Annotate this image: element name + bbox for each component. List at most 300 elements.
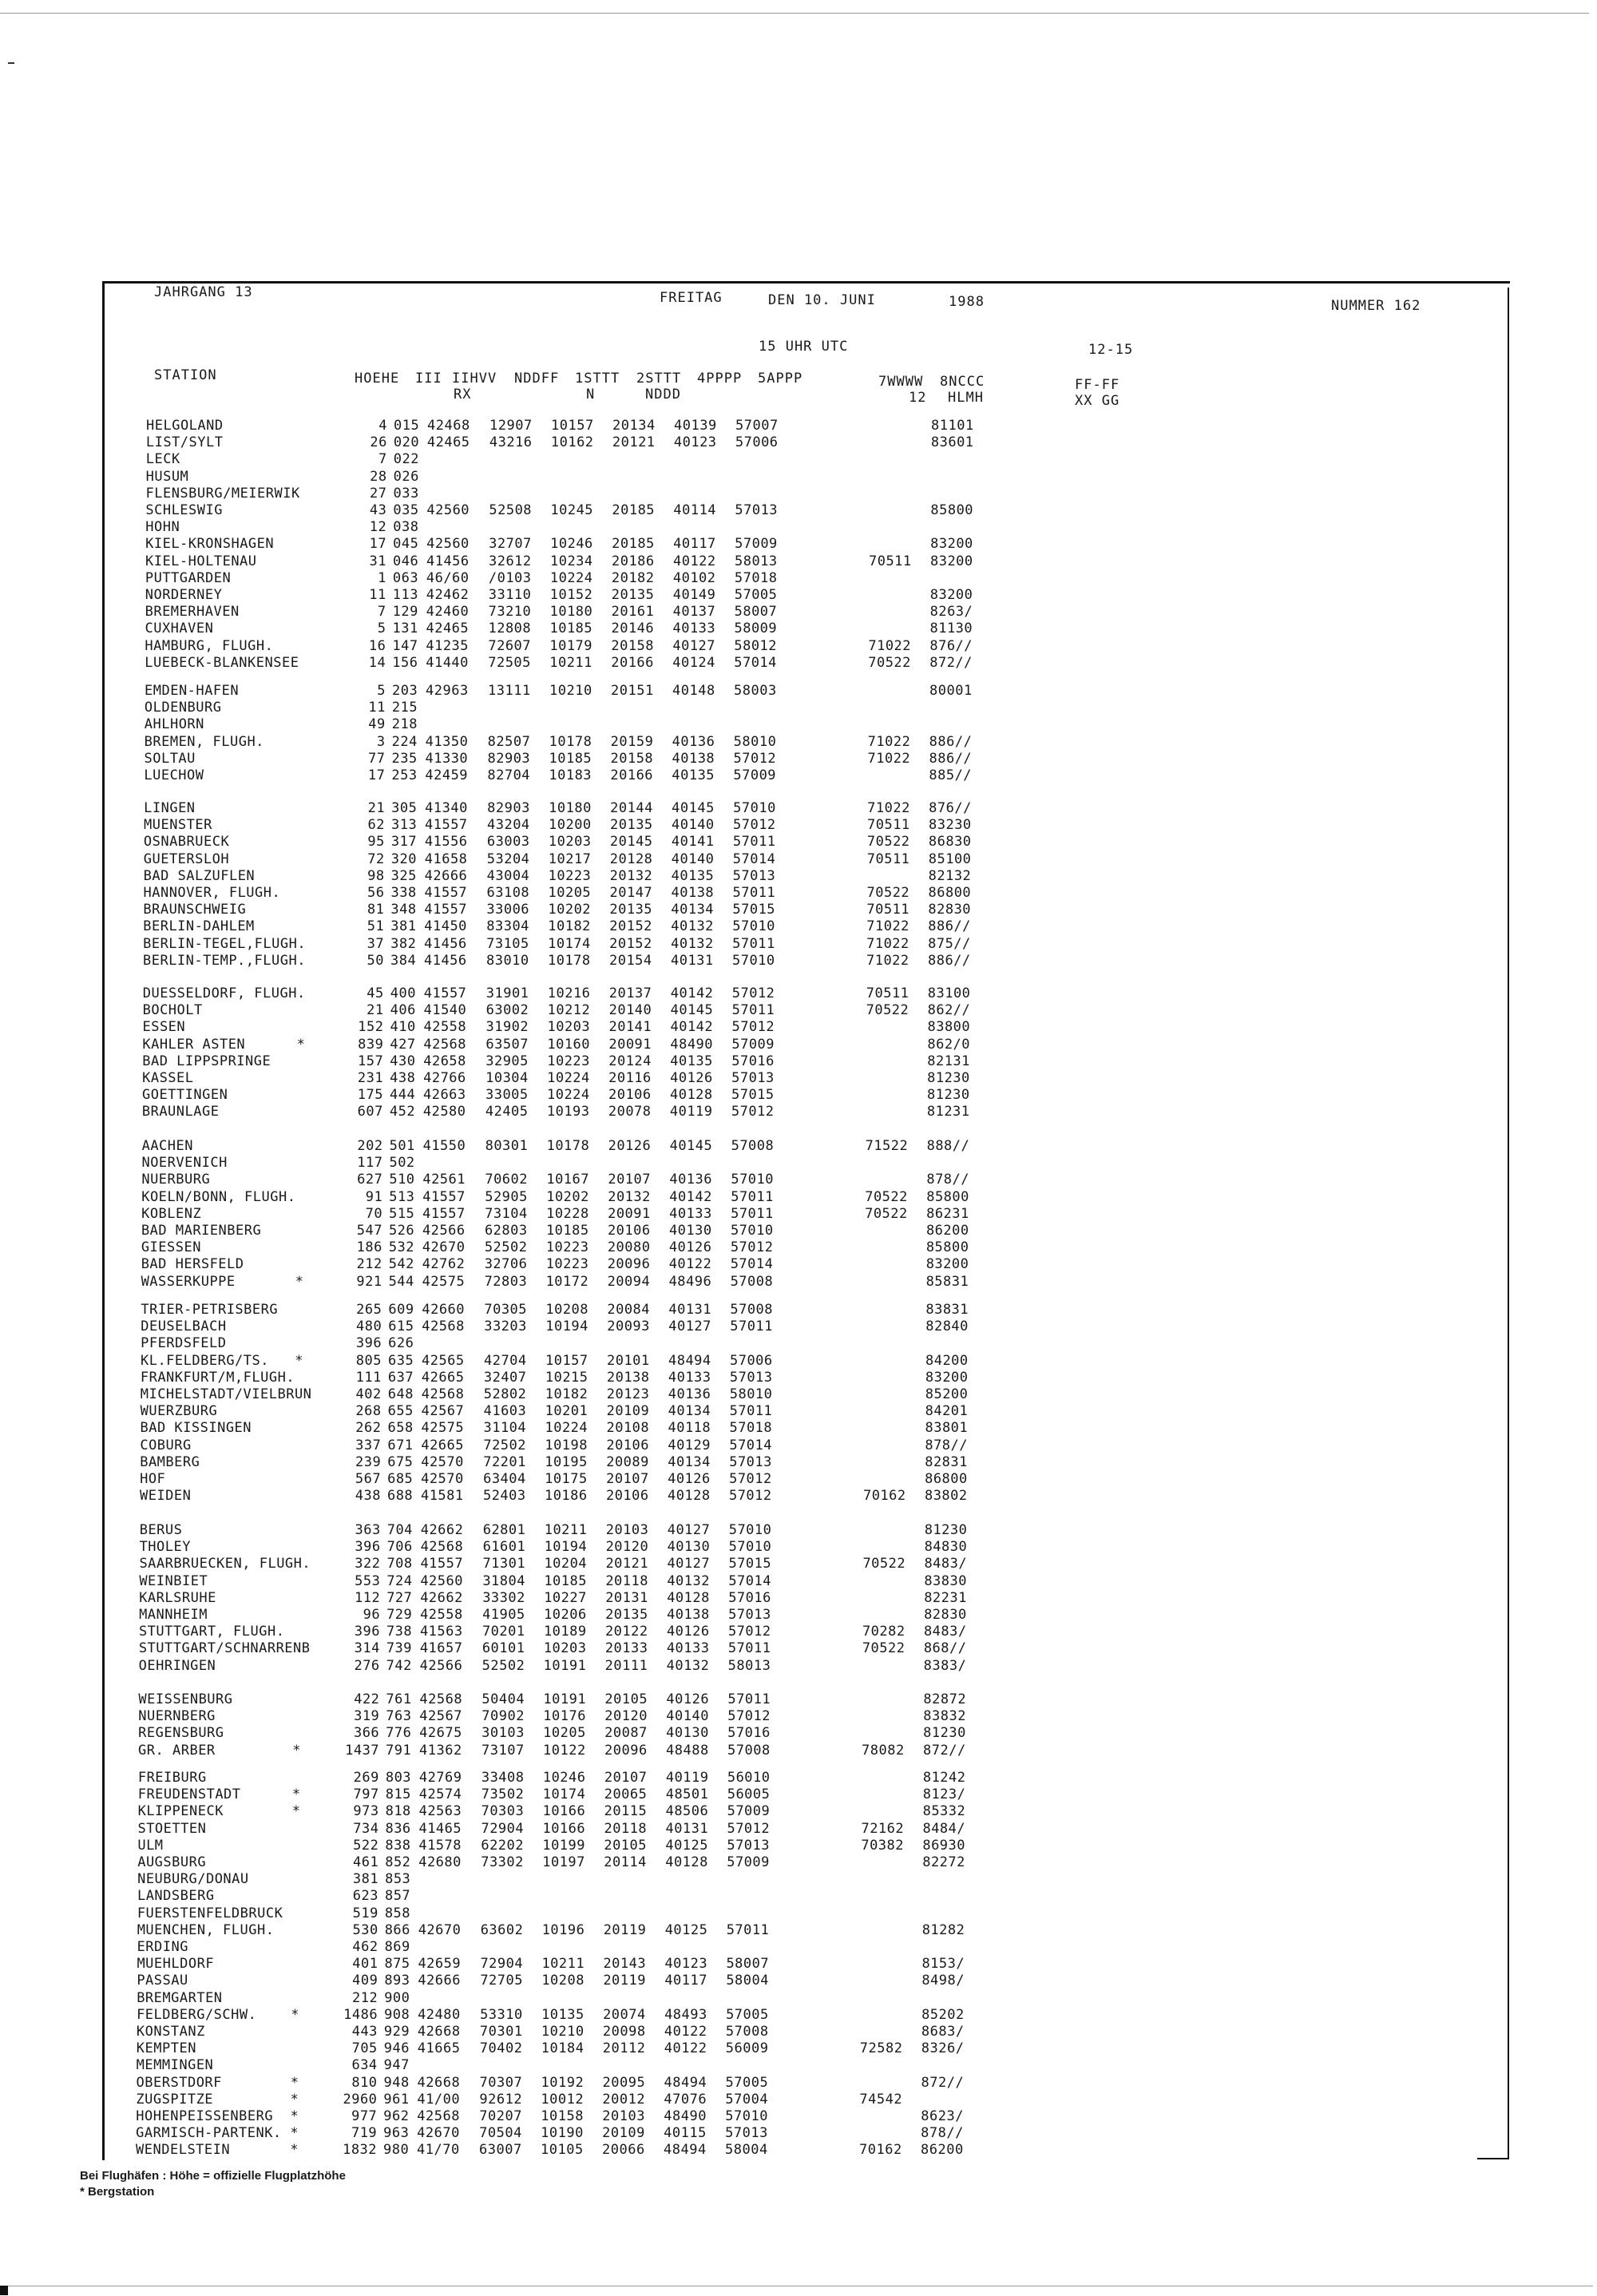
table-row (146, 418, 1064, 434)
cell-5: 10196 (541, 1921, 585, 1938)
cell-4: 33302 (482, 1589, 525, 1606)
cell-1: 28 (370, 468, 387, 485)
cell-9: 70511 (866, 817, 910, 834)
cell-6: 20096 (607, 1256, 651, 1273)
cell-5: 10105 (541, 2142, 584, 2159)
cell-4: 61601 (482, 1539, 526, 1556)
cell-6: 20012 (602, 2091, 646, 2108)
table-row (137, 1956, 1055, 1972)
table-row (145, 502, 1064, 518)
station-name: EMDEN-HAFEN (145, 683, 240, 699)
station-name: BERLIN-TEMP.,FLUGH. (142, 952, 306, 969)
station-name: FELDBERG/SCHW. * (137, 2006, 300, 2023)
cell-8: 57010 (730, 1223, 774, 1239)
cell-10: 83200 (929, 587, 973, 603)
cell-10: 83832 (923, 1708, 966, 1725)
cell-3: 42566 (419, 1657, 463, 1674)
cell-4: 33203 (484, 1319, 527, 1335)
station-name: DEUSELBACH (141, 1319, 227, 1335)
cell-8: 57012 (732, 817, 776, 834)
cell-4: 72904 (481, 1820, 525, 1837)
cell-5: 10202 (548, 902, 592, 918)
station-name: BERUS (139, 1522, 183, 1538)
cell-1: 262 (355, 1420, 382, 1437)
station-name: FLENSBURG/MEIERWIK (145, 485, 300, 502)
cell-5: 10172 (545, 1273, 589, 1290)
cell-6: 20123 (606, 1386, 650, 1402)
year: 1988 (949, 294, 985, 310)
table-row (138, 1691, 1056, 1707)
cell-6: 20138 (606, 1369, 650, 1386)
cell-1: 607 (357, 1104, 383, 1120)
cell-1: 186 (356, 1239, 382, 1256)
cell-3: 42570 (421, 1471, 464, 1487)
cell-3: 41440 (426, 654, 469, 671)
cell-8: 57009 (735, 536, 778, 553)
cell-6: 20122 (604, 1624, 648, 1640)
cell-1: 553 (355, 1572, 381, 1589)
cell-8: 58007 (726, 1956, 770, 1973)
cell-2: 947 (383, 2057, 410, 2074)
station-name: MICHELSTADT/VIELBRUN (140, 1386, 312, 1402)
cell-2: 708 (386, 1556, 413, 1572)
cell-3: 42465 (426, 434, 470, 451)
station-name: KARLSRUHE (139, 1589, 216, 1606)
cell-6: 20145 (609, 834, 653, 851)
table-row (138, 1803, 1056, 1819)
cell-7: 40134 (668, 1453, 711, 1470)
station-name: LUECHOW (144, 767, 204, 783)
cell-5: 10200 (548, 817, 592, 834)
table-row (145, 655, 1063, 671)
cell-2: 015 (394, 418, 420, 434)
cell-3: 41563 (419, 1624, 463, 1640)
station-name: BREMGARTEN (137, 1989, 223, 2006)
cell-1: 443 (351, 2024, 378, 2040)
cell-3: 42668 (417, 2024, 461, 2040)
cell-6: 20146 (611, 621, 655, 637)
table-row (143, 885, 1061, 901)
cell-7: 40127 (667, 1522, 711, 1538)
cell-4: 52802 (483, 1386, 527, 1402)
cell-1: 381 (352, 1871, 379, 1888)
cell-4: 72803 (484, 1273, 528, 1290)
cell-10: 81282 (921, 1921, 965, 1938)
table-row (139, 1624, 1057, 1640)
cell-4: 12907 (489, 418, 533, 434)
station-name: STUTTGART/SCHNARRENB (138, 1640, 311, 1657)
cell-4: 43004 (486, 867, 530, 884)
table-row (137, 1821, 1056, 1837)
cell-5: 10174 (548, 935, 591, 952)
station-name: HELGOLAND (146, 418, 224, 434)
cell-4: 52508 (489, 502, 533, 518)
cell-5: 10178 (546, 1138, 590, 1154)
cell-3: 42568 (417, 2108, 460, 2124)
cell-8: 57006 (735, 434, 779, 451)
cell-1: 322 (355, 1556, 381, 1572)
table-row (139, 1607, 1057, 1623)
station-name: REGENSBURG (138, 1725, 224, 1742)
cell-10: 82830 (928, 902, 972, 918)
cell-5: 10185 (545, 1223, 589, 1239)
cell-1: 276 (354, 1657, 380, 1674)
cell-7: 40132 (666, 1657, 710, 1674)
table-row (137, 1888, 1056, 1904)
cell-3: 41556 (424, 834, 468, 851)
issue-number: NUMMER 162 (1331, 298, 1421, 314)
cell-4: 92612 (479, 2091, 523, 2108)
cell-1: 268 (355, 1403, 382, 1420)
cell-6: 20094 (607, 1273, 651, 1290)
cell-3: 42575 (421, 1420, 465, 1437)
cell-5: 10191 (543, 1657, 587, 1674)
station-name: LIST/SYLT (145, 434, 224, 451)
cell-10: 82131 (927, 1053, 970, 1069)
cell-7: 40117 (664, 1973, 707, 1989)
cell-3: 46/60 (426, 569, 470, 586)
cell-8: 56005 (727, 1786, 771, 1803)
cell-2: 410 (390, 1019, 416, 1036)
cell-8: 57010 (725, 2108, 768, 2124)
cell-7: 40141 (671, 834, 715, 851)
cell-6: 20093 (607, 1319, 650, 1335)
table-row (137, 1939, 1056, 1955)
cell-5: 10208 (545, 1302, 589, 1318)
cell-5: 10178 (549, 733, 592, 750)
cell-4: 31901 (485, 985, 529, 1001)
cell-5: 10180 (549, 800, 592, 816)
station-name: LINGEN (144, 800, 196, 816)
cell-1: 5 (377, 621, 386, 637)
station-name: KONSTANZ (136, 2024, 205, 2040)
cell-5: 10223 (548, 867, 592, 884)
table-row (141, 1155, 1060, 1171)
cell-3: 41557 (422, 1205, 466, 1222)
cell-5: 10185 (549, 750, 592, 767)
cell-2: 739 (386, 1640, 413, 1657)
cell-1: 98 (367, 867, 385, 884)
cell-1: 402 (355, 1386, 382, 1402)
cell-7: 40122 (664, 2040, 707, 2057)
cell-6: 20107 (606, 1471, 649, 1487)
col-12: 12 (909, 390, 927, 406)
cell-4: 52502 (481, 1657, 525, 1674)
cell-10: 81230 (923, 1725, 966, 1742)
cell-10: 81231 (926, 1104, 970, 1120)
table-row (140, 1454, 1058, 1470)
station-name: LUEBECK-BLANKENSEE (145, 654, 299, 671)
cell-4: 72505 (488, 654, 531, 671)
cell-5: 10185 (549, 621, 593, 637)
cell-10: 84201 (925, 1403, 969, 1420)
footnote-mountain-station: * Bergstation (80, 2185, 155, 2199)
cell-8: 57009 (727, 1854, 770, 1870)
cell-3: 42668 (417, 2074, 461, 2091)
cell-7: 40136 (672, 733, 715, 750)
cell-3: 41658 (424, 851, 468, 867)
cell-7: 40136 (668, 1386, 711, 1402)
col-5appp: 5APPP (758, 371, 803, 387)
cell-2: 325 (390, 867, 417, 884)
cell-6: 20116 (608, 1070, 652, 1086)
cell-6: 20159 (610, 733, 654, 750)
cell-9: 71022 (866, 935, 909, 952)
station-name: AACHEN (141, 1138, 193, 1154)
cell-4: 41905 (482, 1607, 525, 1623)
cell-8: 57014 (734, 654, 777, 671)
table-row (137, 2007, 1055, 2023)
cell-5: 10208 (541, 1973, 585, 1989)
cell-2: 671 (387, 1437, 414, 1453)
cell-8: 57009 (727, 1803, 771, 1820)
cell-5: 10228 (546, 1205, 589, 1222)
cell-2: 513 (389, 1188, 415, 1205)
table-row (141, 1335, 1059, 1351)
cell-3: 42558 (423, 1019, 467, 1036)
cell-6: 20151 (611, 683, 654, 699)
cell-4: 33408 (481, 1770, 525, 1786)
cell-5: 10183 (549, 767, 592, 783)
cell-7: 40130 (667, 1539, 711, 1556)
cell-5: 10157 (551, 418, 594, 434)
cell-7: 48501 (665, 1786, 709, 1803)
cell-4: 33006 (486, 902, 530, 918)
cell-4: 71301 (482, 1556, 526, 1572)
cell-5: 10211 (544, 1522, 588, 1538)
cell-4: 70301 (479, 2024, 523, 2040)
cell-10: 81230 (927, 1070, 970, 1086)
cell-2: 908 (384, 2006, 410, 2023)
table-row (139, 1590, 1057, 1606)
table-row (142, 1019, 1060, 1035)
cell-10: 82831 (925, 1453, 968, 1470)
cell-4: 72904 (480, 1956, 524, 1973)
cell-10: 85202 (921, 2006, 965, 2023)
cell-8: 57016 (727, 1725, 771, 1742)
cell-4: 63602 (480, 1921, 524, 1938)
cell-2: 658 (387, 1420, 414, 1437)
cell-10: 82231 (924, 1589, 967, 1606)
cell-3: 42560 (420, 1572, 463, 1589)
cell-3: 41235 (426, 637, 470, 654)
cell-2: 635 (387, 1352, 414, 1369)
cell-9: 70522 (866, 885, 910, 901)
table-row (141, 1319, 1059, 1334)
cell-5: 10193 (546, 1104, 590, 1120)
weekday: FREITAG (660, 290, 723, 306)
cell-3: 42680 (418, 1854, 462, 1870)
cell-10: 86800 (928, 885, 972, 901)
cell-5: 10224 (549, 569, 593, 586)
table-row (145, 553, 1064, 569)
cell-4: 73104 (485, 1205, 528, 1222)
cell-8: 57014 (729, 1437, 773, 1453)
cell-1: 31 (369, 553, 386, 569)
cell-3: 41456 (423, 952, 467, 969)
cell-9: 70522 (866, 834, 910, 851)
cell-4: 63003 (486, 834, 530, 851)
table-row (145, 486, 1064, 502)
cell-9: 78082 (862, 1742, 905, 1759)
cell-2: 675 (387, 1453, 414, 1470)
cell-6: 20131 (605, 1589, 648, 1606)
cell-6: 20091 (608, 1205, 651, 1222)
cell-5: 10224 (545, 1420, 588, 1437)
cell-10: 8153/ (921, 1956, 965, 1973)
station-name: WUERZBURG (140, 1403, 218, 1420)
cell-10: 886// (929, 750, 973, 767)
cell-3: 42670 (422, 1239, 466, 1256)
cell-1: 530 (352, 1921, 378, 1938)
cell-6: 20120 (605, 1539, 649, 1556)
cell-10: 83802 (924, 1488, 968, 1505)
table-row (144, 751, 1062, 767)
cell-8: 57012 (728, 1488, 772, 1505)
cell-2: 946 (383, 2040, 410, 2057)
cell-10: 878// (921, 2125, 964, 2142)
cell-6: 20106 (607, 1223, 651, 1239)
cell-6: 20128 (609, 851, 653, 867)
cell-6: 20118 (604, 1820, 648, 1837)
cell-6: 20119 (603, 1921, 647, 1938)
station-name: OEHRINGEN (138, 1657, 216, 1674)
cell-1: 462 (352, 1939, 378, 1955)
cell-7: 40131 (670, 952, 714, 969)
cell-10: 888// (926, 1138, 970, 1154)
table-row (139, 1556, 1057, 1572)
cell-5: 10178 (547, 952, 591, 969)
cell-8: 58010 (733, 733, 777, 750)
cell-4: 73210 (488, 604, 532, 621)
station-name: HANNOVER, FLUGH. (143, 885, 281, 901)
station-name: KEMPTEN (136, 2040, 196, 2057)
cell-2: 501 (389, 1138, 415, 1154)
cell-3: 41557 (424, 817, 468, 834)
cell-3: 42468 (427, 418, 470, 434)
cell-2: 838 (385, 1837, 411, 1854)
cell-2: 609 (388, 1302, 414, 1318)
table-row (142, 1070, 1060, 1086)
cell-2: 444 (389, 1087, 416, 1104)
cell-5: 10122 (543, 1742, 586, 1759)
cell-1: 14 (368, 654, 386, 671)
table-row (137, 1905, 1056, 1921)
cell-7: 40119 (665, 1770, 709, 1786)
cell-6: 20119 (603, 1973, 646, 1989)
station-name: GUETERSLOH (143, 851, 230, 867)
cell-1: 17 (367, 767, 386, 783)
cell-6: 20152 (609, 918, 652, 935)
cell-10: 83601 (930, 434, 974, 451)
cell-6: 20135 (609, 902, 653, 918)
cell-2: 384 (390, 952, 417, 969)
cell-4: 53204 (486, 851, 530, 867)
station-name: GOETTINGEN (141, 1087, 228, 1104)
cell-7: 40133 (669, 1205, 712, 1222)
table-row (143, 918, 1061, 934)
cell-1: 26 (370, 434, 387, 451)
cell-7: 48493 (664, 2006, 707, 2023)
table-row (136, 2092, 1054, 2108)
cell-1: 2960 (343, 2091, 378, 2108)
table-row (142, 1104, 1060, 1120)
cell-10: 85800 (925, 1239, 969, 1256)
cell-5: 10201 (545, 1403, 588, 1420)
cell-9: 70162 (859, 2142, 902, 2159)
cell-3: 42663 (422, 1087, 466, 1104)
cell-7: 40140 (671, 851, 715, 867)
cell-8: 57013 (728, 1607, 771, 1623)
cell-7: 40142 (669, 1188, 712, 1205)
cell-9: 71022 (867, 800, 910, 816)
cell-2: 113 (392, 587, 418, 603)
cell-3: 42568 (419, 1691, 463, 1707)
cell-3: 42662 (420, 1589, 463, 1606)
cell-2: 875 (384, 1956, 410, 1973)
cell-5: 10224 (546, 1087, 590, 1104)
cell-8: 57013 (727, 1837, 771, 1854)
cell-6: 20140 (608, 1002, 652, 1019)
cell-10: 83230 (928, 817, 972, 834)
cell-3: 41465 (418, 1820, 462, 1837)
cell-5: 10190 (541, 2125, 584, 2142)
cell-7: 40125 (664, 1921, 708, 1938)
cell-10: 862// (927, 1002, 971, 1019)
cell-2: 430 (390, 1053, 416, 1069)
cell-6: 20066 (602, 2142, 645, 2159)
cell-3: 41456 (424, 935, 467, 952)
cell-7: 48496 (668, 1273, 712, 1290)
table-row (146, 451, 1064, 467)
station-name: BREMEN, FLUGH. (144, 733, 264, 750)
cell-1: 1437 (345, 1742, 380, 1759)
cell-5: 10246 (542, 1770, 586, 1786)
table-row (141, 1403, 1059, 1419)
cell-1: 4 (378, 418, 387, 434)
station-name: BAD HERSFELD (141, 1256, 244, 1273)
table-row (141, 1239, 1060, 1255)
cell-3: 42565 (421, 1352, 465, 1369)
cell-4: 70201 (481, 1624, 525, 1640)
cell-2: 929 (383, 2024, 410, 2040)
table-row (141, 1370, 1059, 1386)
cell-7: 40117 (673, 536, 716, 553)
cell-4: 83010 (485, 952, 529, 969)
station-name: BAD LIPPSPRINGE (142, 1053, 271, 1069)
station-name: HAMBURG, FLUGH. (145, 637, 274, 654)
cell-1: 797 (353, 1786, 379, 1803)
cell-3: 42658 (423, 1053, 466, 1069)
cell-2: 203 (392, 683, 418, 699)
cell-6: 20152 (609, 935, 652, 952)
cell-7: 48506 (665, 1803, 709, 1820)
cell-3: 42568 (421, 1386, 465, 1402)
cell-8: 57010 (731, 952, 775, 969)
station-name: GIESSEN (141, 1239, 201, 1256)
cell-2: 035 (393, 502, 419, 518)
cell-10: 83200 (930, 536, 973, 553)
cell-2: 893 (384, 1973, 410, 1989)
cell-7: 40139 (674, 418, 717, 434)
cell-8: 57013 (725, 2125, 768, 2142)
cell-5: 10210 (549, 683, 592, 699)
cell-3: 41665 (417, 2040, 461, 2057)
cell-10: 8484/ (922, 1820, 966, 1837)
cell-6: 20107 (604, 1770, 648, 1786)
cell-2: 156 (392, 654, 418, 671)
cell-10: 862/0 (927, 1036, 971, 1053)
